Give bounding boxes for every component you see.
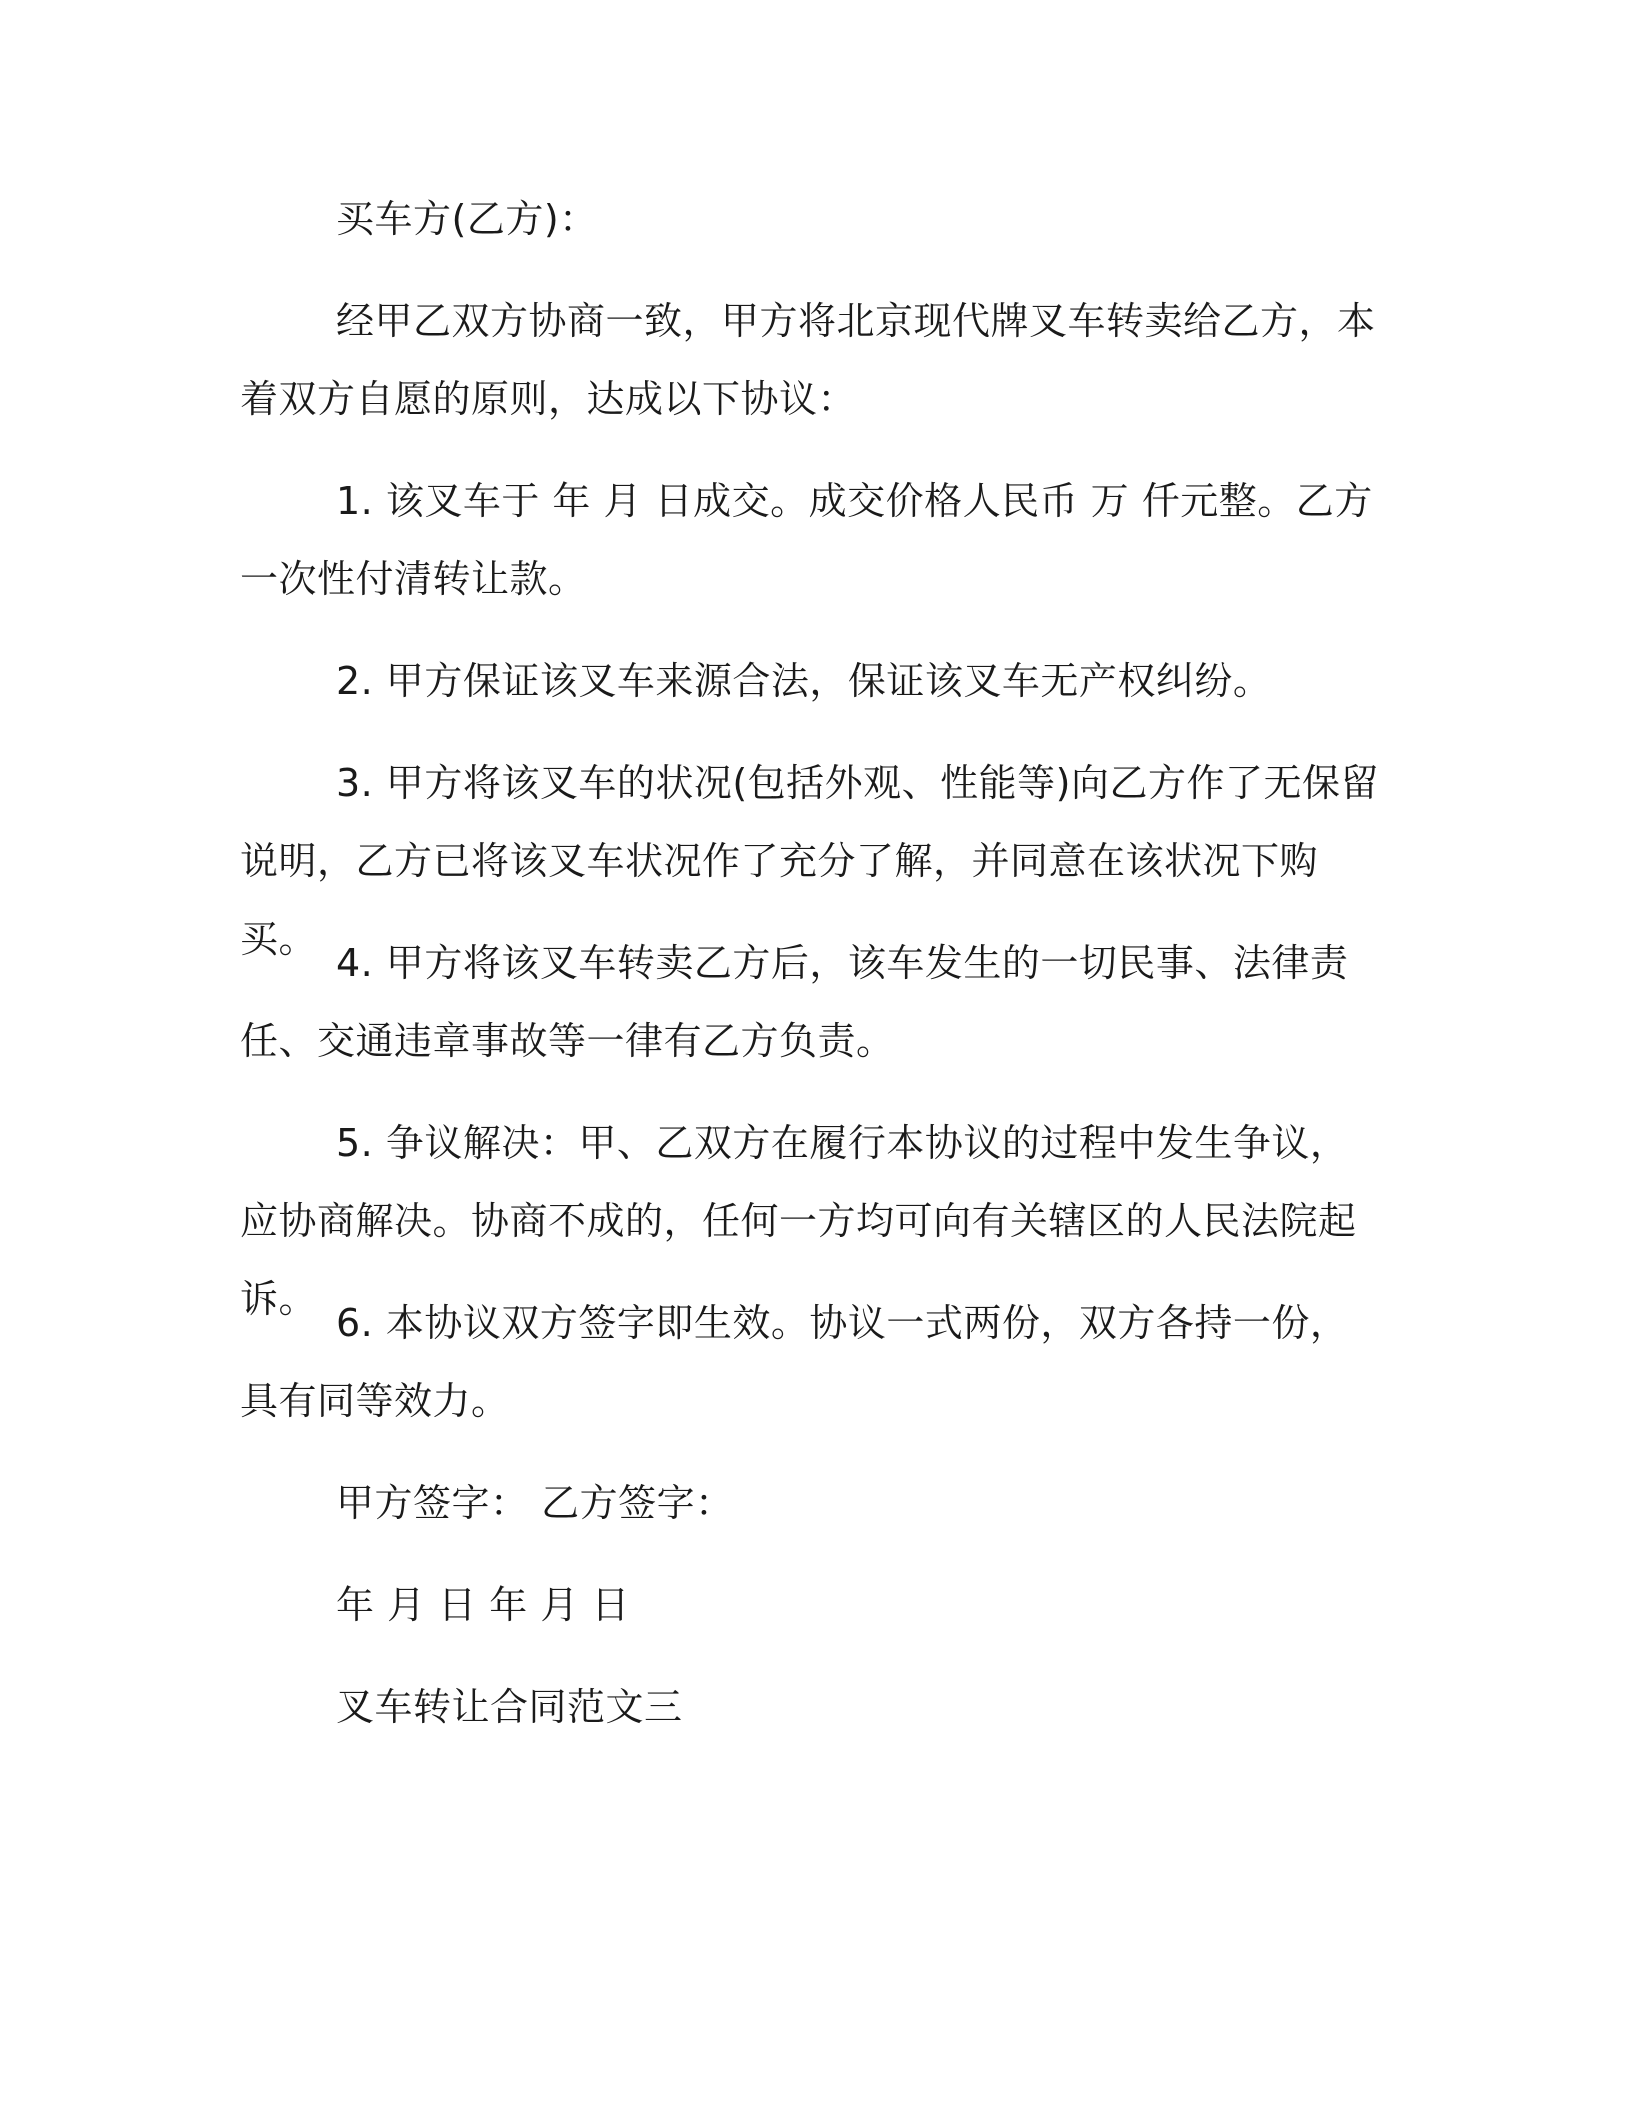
section-title: 叉车转让合同范文三 [336, 1685, 683, 1729]
clause-1: 1. 该叉车于 年 月 日成交。成交价格人民币 万 仟元整。乙方一次性付清转让款。 [240, 479, 1373, 601]
clause-2: 2. 甲方保证该叉车来源合法，保证该叉车无产权纠纷。 [336, 659, 1272, 703]
clause-4: 4. 甲方将该叉车转卖乙方后，该车发生的一切民事、法律责任、交通违章事故等一律有乙方负责。 [240, 941, 1349, 1063]
clause-3: 3. 甲方将该叉车的状况(包括外观、性能等)向乙方作了无保留说明，乙方已将该叉车状况作了充分了解，并同意在该状况下购买。 [240, 761, 1379, 961]
signature-line: 甲方签字： 乙方签字： [336, 1481, 734, 1525]
buyer-line: 买车方(乙方)： [336, 197, 598, 241]
clause-6: 6. 本协议双方签字即生效。协议一式两份，双方各持一份，具有同等效力。 [240, 1301, 1349, 1423]
date-line: 年 月 日 年 月 日 [336, 1583, 630, 1627]
clause-5: 5. 争议解决：甲、乙双方在履行本协议的过程中发生争议，应协商解决。协商不成的，任何一方均可向有关辖区的人民法院起诉。 [240, 1121, 1357, 1321]
intro-paragraph: 经甲乙双方协商一致，甲方将北京现代牌叉车转卖给乙方，本着双方自愿的原则，达成以下协议： [240, 299, 1376, 421]
